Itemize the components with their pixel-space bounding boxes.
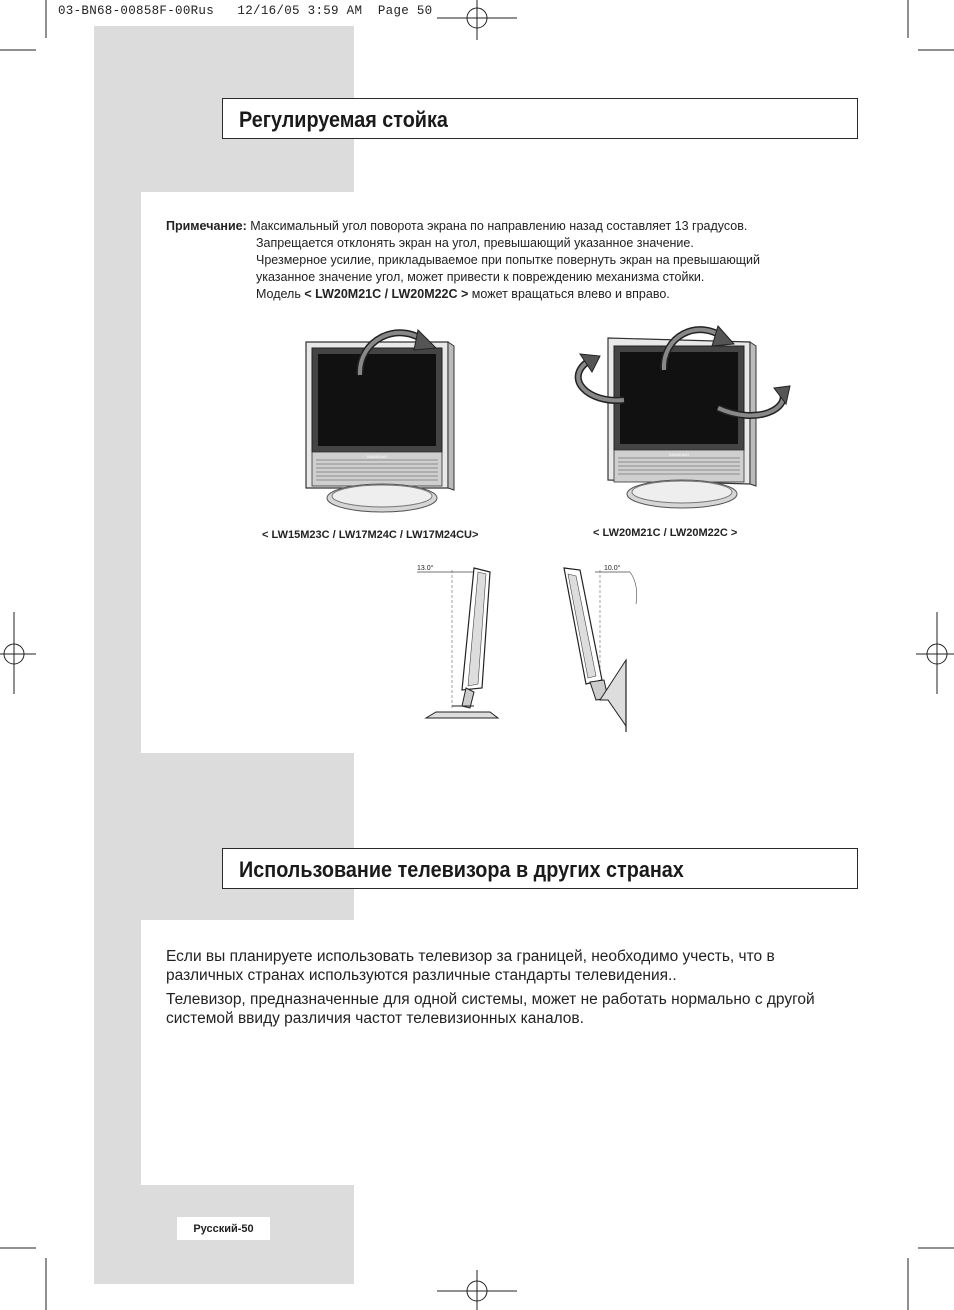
section-title-box-2 (222, 848, 858, 889)
section-title-other-countries: Использование телевизора в других странах (239, 857, 684, 882)
note-line-1: Максимальный угол поворота экрана по направлению назад составляет 13 градусов. (250, 219, 748, 233)
note-line-5 (166, 286, 760, 303)
tv-illustration-right (568, 316, 798, 516)
caption-left-models: < LW15M23C / LW17M24C / LW17M24CU> (262, 529, 479, 541)
paragraph-standards: Если вы планируете использовать телевизор за границей, необходимо учесть, что в различных странах используются различные стандарты телевидения.. (166, 948, 775, 984)
brand-logo-right: SAMSUNG (668, 452, 690, 457)
section-title-box (222, 98, 858, 139)
print-header: 03-BN68-00858F-00Rus 12/16/05 3:59 AM Page 50 (58, 4, 433, 18)
paragraph-systems: Телевизор, предназначенные для одной системы, может не работать нормально с другой системой ввиду различия частот телевизионных каналов. (166, 991, 815, 1027)
note-line-2: Запрещается отклонять экран на угол, превышающий указанное значение. (256, 236, 694, 250)
brand-logo-left: SAMSUNG (366, 454, 388, 459)
angle-label-back: 13.0° (417, 565, 434, 572)
note-block (166, 218, 760, 303)
note-model-suffix: может вращаться влево и вправо. (471, 287, 670, 301)
caption-right-models: < LW20M21C / LW20M22C > (593, 527, 738, 539)
note-label: Примечание: (166, 219, 247, 233)
page-number-label: Русский-50 (177, 1217, 270, 1240)
angle-label-forward: 10.0° (604, 565, 621, 572)
note-line-3: Чрезмерное усилие, прикладываемое при попытке повернуть экран на превышающий (256, 253, 760, 267)
note-line-4: указанное значение угол, может привести к повреждению механизма стойки. (256, 270, 705, 284)
note-model-prefix: Модель (256, 287, 301, 301)
section-title-stand: Регулируемая стойка (239, 107, 448, 132)
tv-illustration-left (298, 320, 468, 520)
note-model-name: < LW20M21C / LW20M22C > (304, 287, 469, 301)
tilt-diagram-back (412, 560, 522, 730)
tilt-diagram-forward (550, 560, 660, 740)
